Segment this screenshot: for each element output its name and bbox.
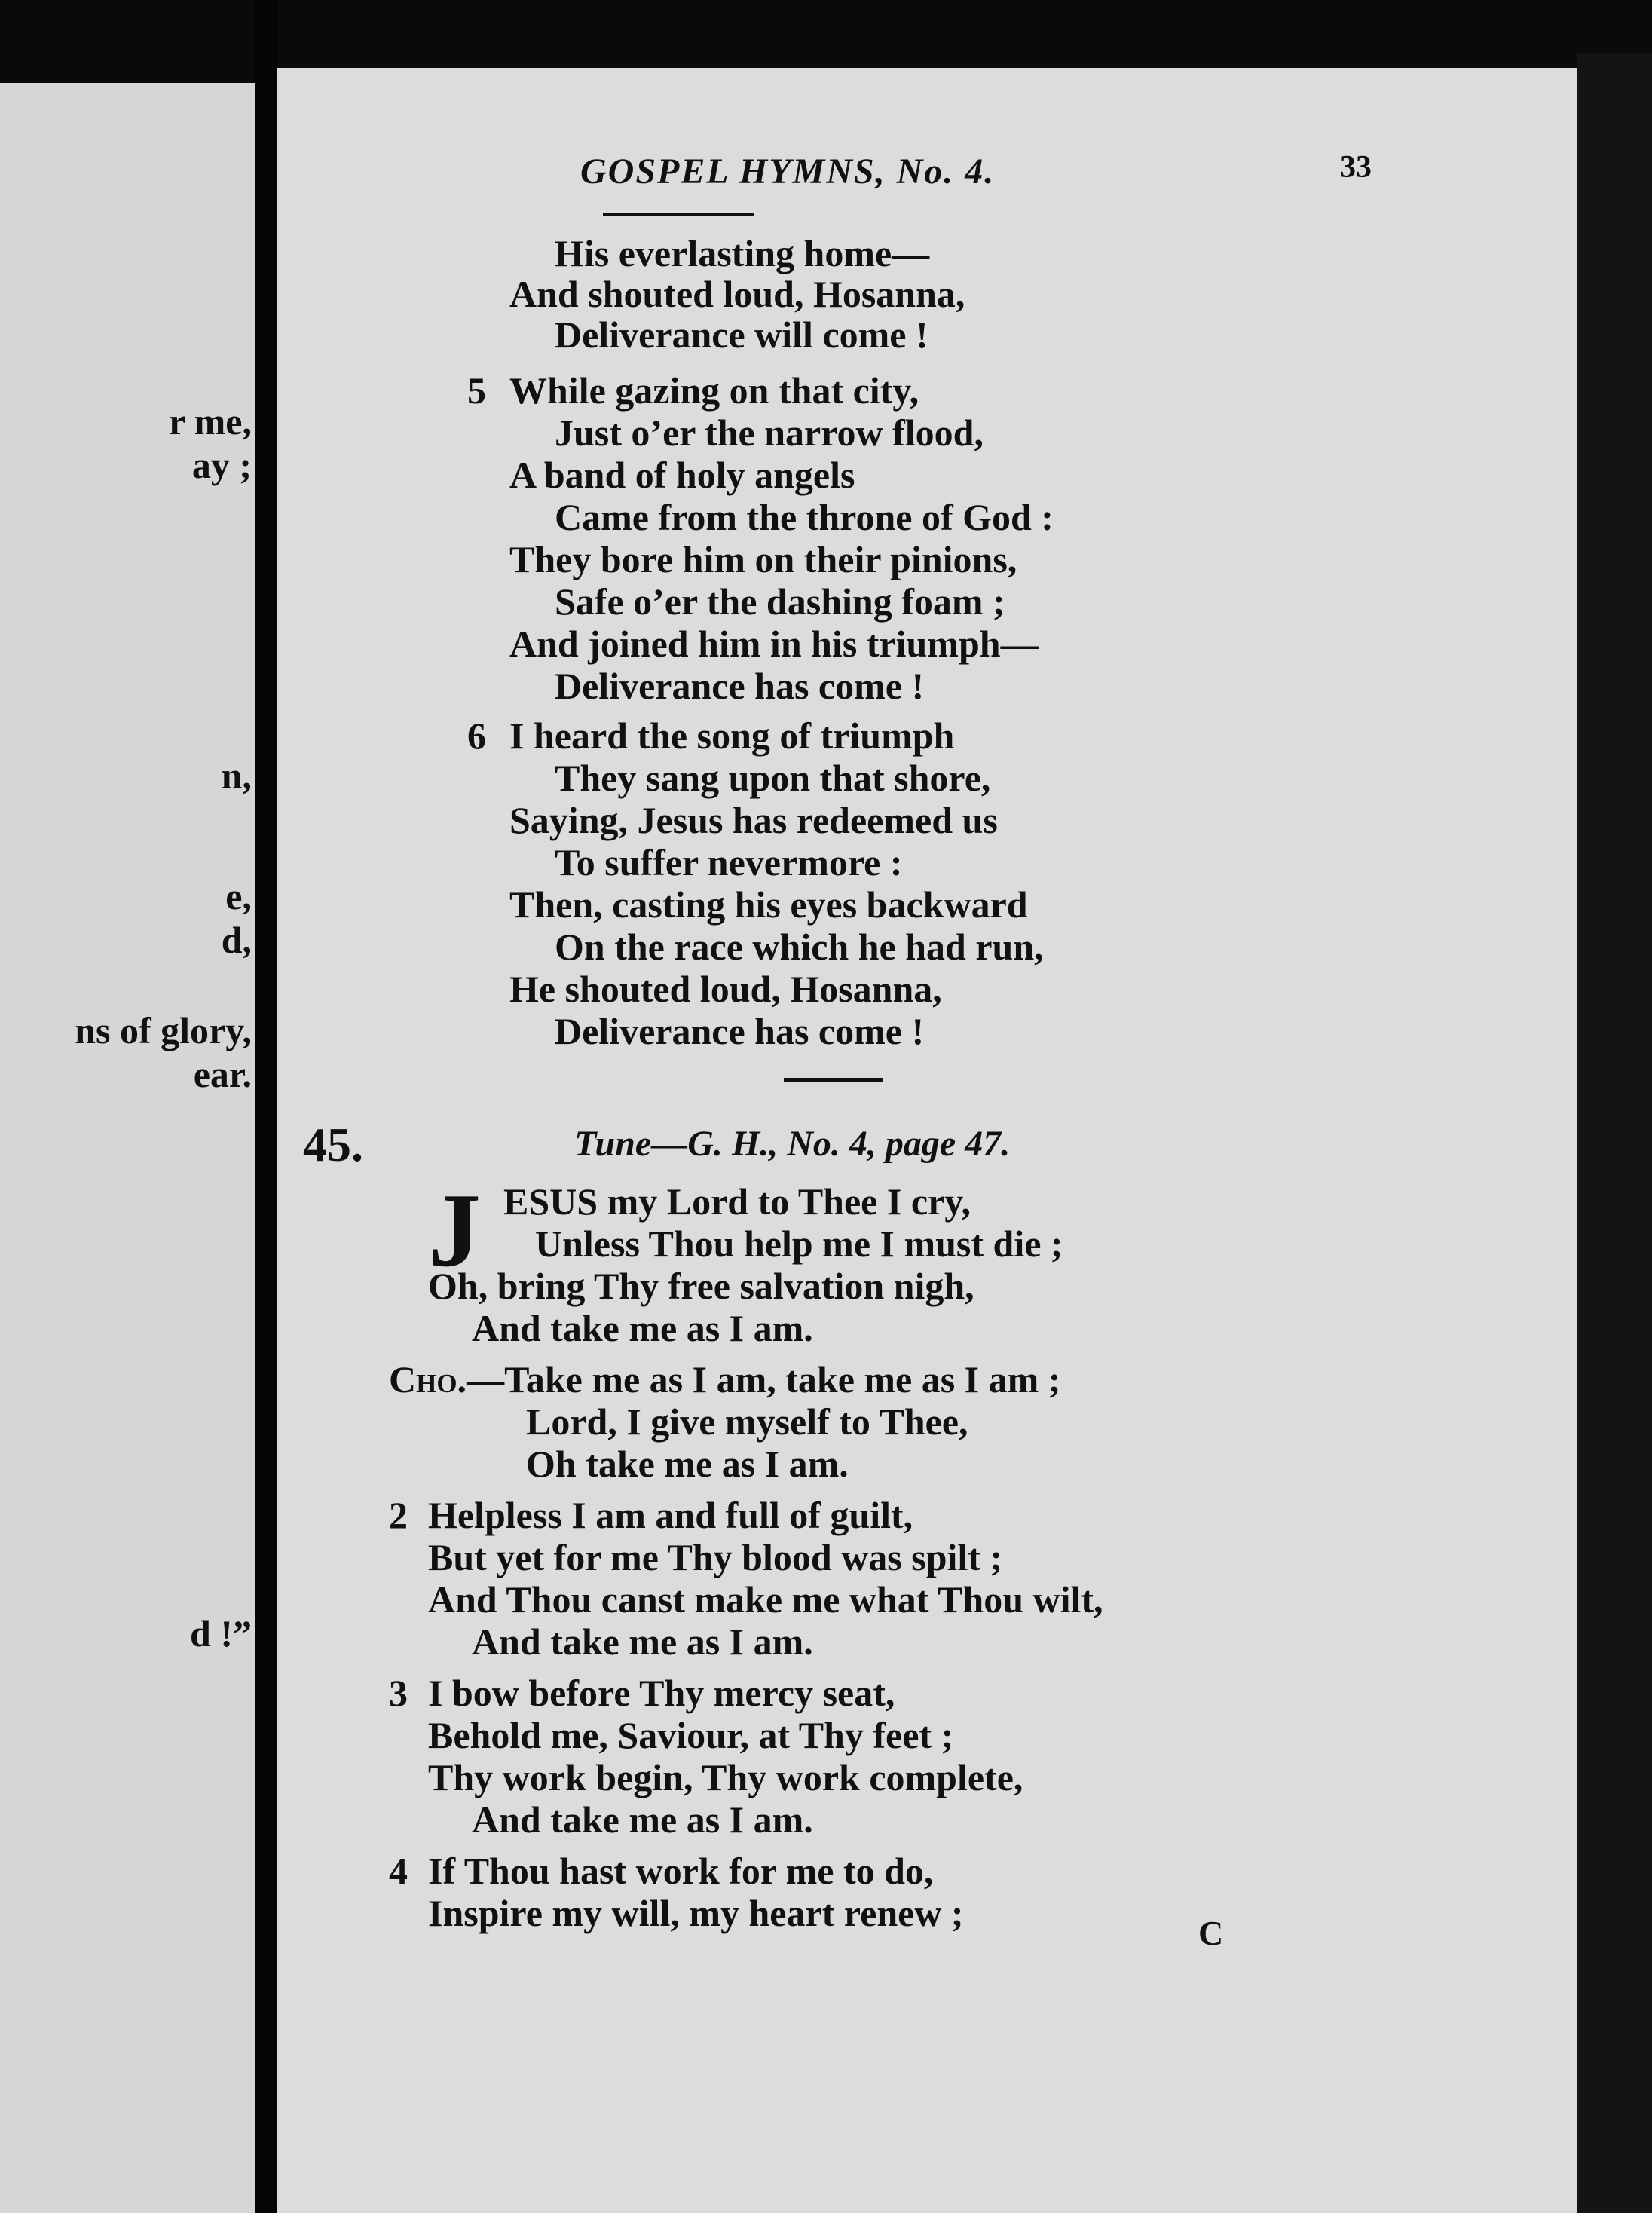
hymn-line: Then, casting his eyes backward: [509, 883, 1028, 926]
hymn-line: And take me as I am.: [472, 1621, 813, 1663]
hymn-line: And take me as I am.: [472, 1307, 813, 1349]
chorus-line: Oh take me as I am.: [526, 1443, 849, 1485]
tune-reference: Tune—G. H., No. 4, page 47.: [574, 1124, 1011, 1164]
hymn-line: And shouted loud, Hosanna,: [509, 273, 965, 315]
verse-number: 2: [389, 1494, 408, 1536]
hymn-line: Deliverance will come !: [555, 314, 928, 356]
left-text-fragment: ear.: [193, 1053, 252, 1095]
hymn-line: On the race which he had run,: [555, 926, 1044, 968]
left-text-fragment: r me,: [168, 400, 252, 442]
hymn-line: Unless Thou help me I must die ;: [535, 1223, 1063, 1265]
hymn-line: I bow before Thy mercy seat,: [428, 1672, 895, 1714]
verse-number: 4: [389, 1850, 408, 1892]
chorus-first-line: [389, 1358, 1060, 1400]
hymn-line: While gazing on that city,: [509, 369, 919, 412]
chorus-label: Cho.: [389, 1358, 467, 1400]
hymn-line: Deliverance has come !: [555, 665, 925, 707]
chorus-line: —Take me as I am, take me as I am ;: [467, 1358, 1061, 1400]
hymn-line: Safe o’er the dashing foam ;: [555, 580, 1005, 623]
hymn-line: Deliverance has come !: [555, 1010, 925, 1052]
book-gutter: [255, 0, 277, 2213]
hymn-line: Saying, Jesus has redeemed us: [509, 799, 998, 841]
hymn-line: They sang upon that shore,: [555, 757, 991, 799]
hymn-line: Thy work begin, Thy work complete,: [428, 1756, 1023, 1798]
verse-number: 3: [389, 1672, 408, 1714]
hymn-line: And take me as I am.: [472, 1798, 813, 1841]
hymn-line: If Thou hast work for me to do,: [428, 1850, 934, 1892]
left-text-fragment: ns of glory,: [75, 1009, 252, 1051]
hymn-line: But yet for me Thy blood was spilt ;: [428, 1536, 1003, 1578]
left-text-fragment: d !”: [190, 1612, 252, 1654]
left-page-fragment: [0, 83, 255, 2213]
hymn-line: His everlasting home—: [555, 232, 930, 274]
hymn-line: To suffer nevermore :: [555, 841, 903, 883]
hymn-line: They bore him on their pinions,: [509, 538, 1017, 580]
hymn-line: Helpless I am and full of guilt,: [428, 1494, 913, 1536]
hymn-number: 45.: [303, 1118, 363, 1171]
header-rule: [603, 213, 754, 216]
right-page: [277, 68, 1577, 2213]
hymn-line: Inspire my will, my heart renew ;: [428, 1892, 964, 1934]
hymn-line: Came from the throne of God :: [555, 496, 1054, 538]
page-number: 33: [1340, 150, 1372, 185]
hymn-line: Behold me, Saviour, at Thy feet ;: [428, 1714, 954, 1756]
hymn-line: And joined him in his triumph—: [509, 623, 1039, 665]
running-header: GOSPEL HYMNS, No. 4.: [580, 152, 996, 191]
hymn-line: And Thou canst make me what Thou wilt,: [428, 1578, 1103, 1621]
left-text-fragment: d,: [221, 919, 252, 961]
hymn-line: He shouted loud, Hosanna,: [509, 968, 942, 1010]
hymn-line: Just o’er the narrow flood,: [555, 412, 984, 454]
left-text-fragment: e,: [225, 875, 252, 917]
page-edge-shadow: [1577, 53, 1652, 2213]
signature-mark: C: [1198, 1914, 1224, 1952]
chorus-line: Lord, I give myself to Thee,: [526, 1400, 968, 1443]
hymn-line: Oh, bring Thy free salvation nigh,: [428, 1265, 974, 1307]
left-text-fragment: ay ;: [191, 444, 252, 486]
left-text-fragment: n,: [221, 755, 252, 797]
section-rule: [784, 1078, 883, 1082]
hymn-line: I heard the song of triumph: [509, 715, 955, 757]
hymn-line: A band of holy angels: [509, 454, 855, 496]
drop-cap: J: [428, 1172, 481, 1289]
verse-number: 5: [467, 369, 486, 412]
hymn-line: ESUS my Lord to Thee I cry,: [503, 1180, 971, 1223]
verse-number: 6: [467, 715, 486, 757]
